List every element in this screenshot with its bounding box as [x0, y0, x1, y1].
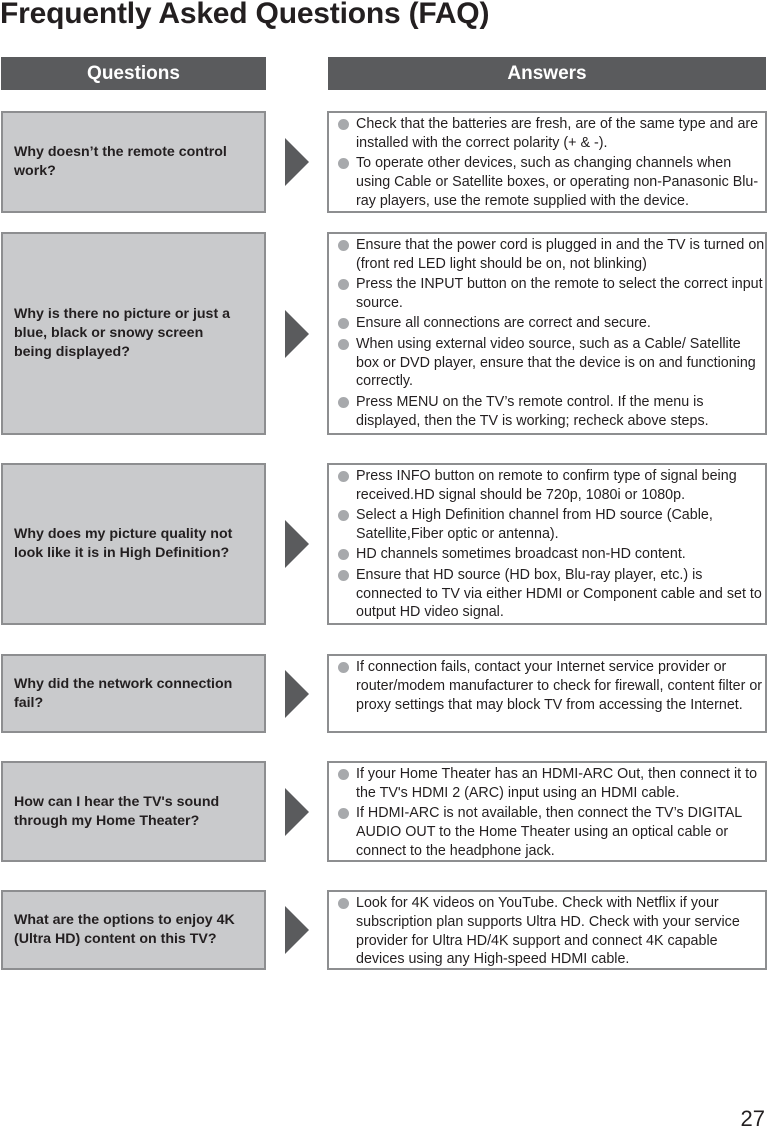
answer-item: If your Home Theater has an HDMI-ARC Out, then connect it to the TV's HDMI 2 (ARC) input using an HDMI cable.	[333, 765, 765, 803]
faq-row-remote	[0, 111, 769, 213]
answer-item: Look for 4K videos on YouTube. Check with Netflix if your subscription plan supports Ultra HD. Check with your service provider for Ultra HD/4K support and connect 4K capable devices using any High-speed HDMI cable.	[333, 894, 765, 969]
question-box	[1, 761, 266, 862]
bullet-icon	[338, 808, 349, 819]
bullet-icon	[338, 898, 349, 909]
faq-row-4k	[0, 890, 769, 970]
answer-item: Check that the batteries are fresh, are of the same type and are installed with the correct polarity (+ & -).	[333, 115, 765, 153]
question-box	[1, 232, 266, 435]
answer-list	[333, 115, 765, 211]
answer-item: To operate other devices, such as changing channels when using Cable or Satellite boxes, or operating non-Panasonic Blu-ray players, use the remote supplied with the device.	[333, 154, 765, 210]
question-text: Why doesn’t the remote control work?	[14, 144, 227, 179]
question-box	[1, 654, 266, 733]
arrow-right-icon	[285, 520, 309, 568]
faq-row-home-theater	[0, 761, 769, 862]
arrow-right-icon	[285, 788, 309, 836]
faq-row-no-picture	[0, 232, 769, 435]
answer-item: Select a High Definition channel from HD source (Cable, Satellite,Fiber optic or antenna).	[333, 506, 765, 544]
answer-item: When using external video source, such as a Cable/ Satellite box or DVD player, ensure that the device is on and functioning correctly.	[333, 335, 765, 391]
answer-box	[327, 654, 767, 733]
answers-header: Answers	[328, 57, 766, 90]
question-box	[1, 890, 266, 970]
question-box	[1, 111, 266, 213]
bullet-icon	[338, 318, 349, 329]
questions-header: Questions	[1, 57, 266, 90]
bullet-icon	[338, 158, 349, 169]
arrow-right-icon	[285, 138, 309, 186]
bullet-icon	[338, 119, 349, 130]
answer-box	[327, 463, 767, 625]
answer-item: Ensure all connections are correct and secure.	[333, 314, 765, 333]
answer-list	[333, 765, 765, 861]
question-text: Why did the network connection fail?	[14, 675, 233, 711]
question-box	[1, 463, 266, 625]
answer-box	[327, 890, 767, 970]
answer-item: Press MENU on the TV’s remote control. If the menu is displayed, then the TV is working; recheck above steps.	[333, 393, 765, 431]
bullet-icon	[338, 662, 349, 673]
answer-item: If HDMI-ARC is not available, then connect the TV’s DIGITAL AUDIO OUT to the Home Theater using an optical cable or connect to the headphone jack.	[333, 804, 765, 860]
bullet-icon	[338, 240, 349, 251]
bullet-icon	[338, 471, 349, 482]
question-text: Why is there no picture or just a blue, black or snowy screen being displayed?	[14, 306, 230, 360]
page-title: Frequently Asked Questions (FAQ)	[0, 0, 490, 30]
bullet-icon	[338, 397, 349, 408]
bullet-icon	[338, 549, 349, 560]
answer-list	[333, 658, 765, 714]
bullet-icon	[338, 510, 349, 521]
answer-item: If connection fails, contact your Internet service provider or router/modem manufacturer to check for firewall, content filter or proxy settings that may block TV from accessing the Internet.	[333, 658, 765, 714]
arrow-right-icon	[285, 310, 309, 358]
faq-row-hd-quality	[0, 463, 769, 625]
faq-row-network	[0, 654, 769, 733]
answer-list	[333, 236, 765, 430]
answer-item: Press the INPUT button on the remote to select the correct input source.	[333, 275, 765, 313]
question-text: What are the options to enjoy 4K (Ultra HD) content on this TV?	[14, 912, 235, 947]
question-text: How can I hear the TV's sound through my Home Theater?	[14, 793, 220, 829]
answer-item: Ensure that HD source (HD box, Blu-ray player, etc.) is connected to TV via either HDMI or Component cable and set to output HD video signal.	[333, 566, 765, 622]
answer-box	[327, 761, 767, 862]
answer-list	[333, 467, 765, 622]
question-text: Why does my picture quality not look like it is in High Definition?	[14, 526, 233, 561]
bullet-icon	[338, 769, 349, 780]
answer-item: Ensure that the power cord is plugged in and the TV is turned on (front red LED light should be on, not blinking)	[333, 236, 765, 274]
bullet-icon	[338, 279, 349, 290]
answer-item: Press INFO button on remote to confirm type of signal being received.HD signal should be 720p, 1080i or 1080p.	[333, 467, 765, 505]
arrow-right-icon	[285, 670, 309, 718]
answer-list	[333, 894, 765, 969]
answer-box	[327, 111, 767, 213]
answer-box	[327, 232, 767, 435]
arrow-right-icon	[285, 906, 309, 954]
page-number: 27	[740, 1106, 765, 1131]
bullet-icon	[338, 570, 349, 581]
answer-item: HD channels sometimes broadcast non-HD content.	[333, 545, 765, 564]
bullet-icon	[338, 339, 349, 350]
